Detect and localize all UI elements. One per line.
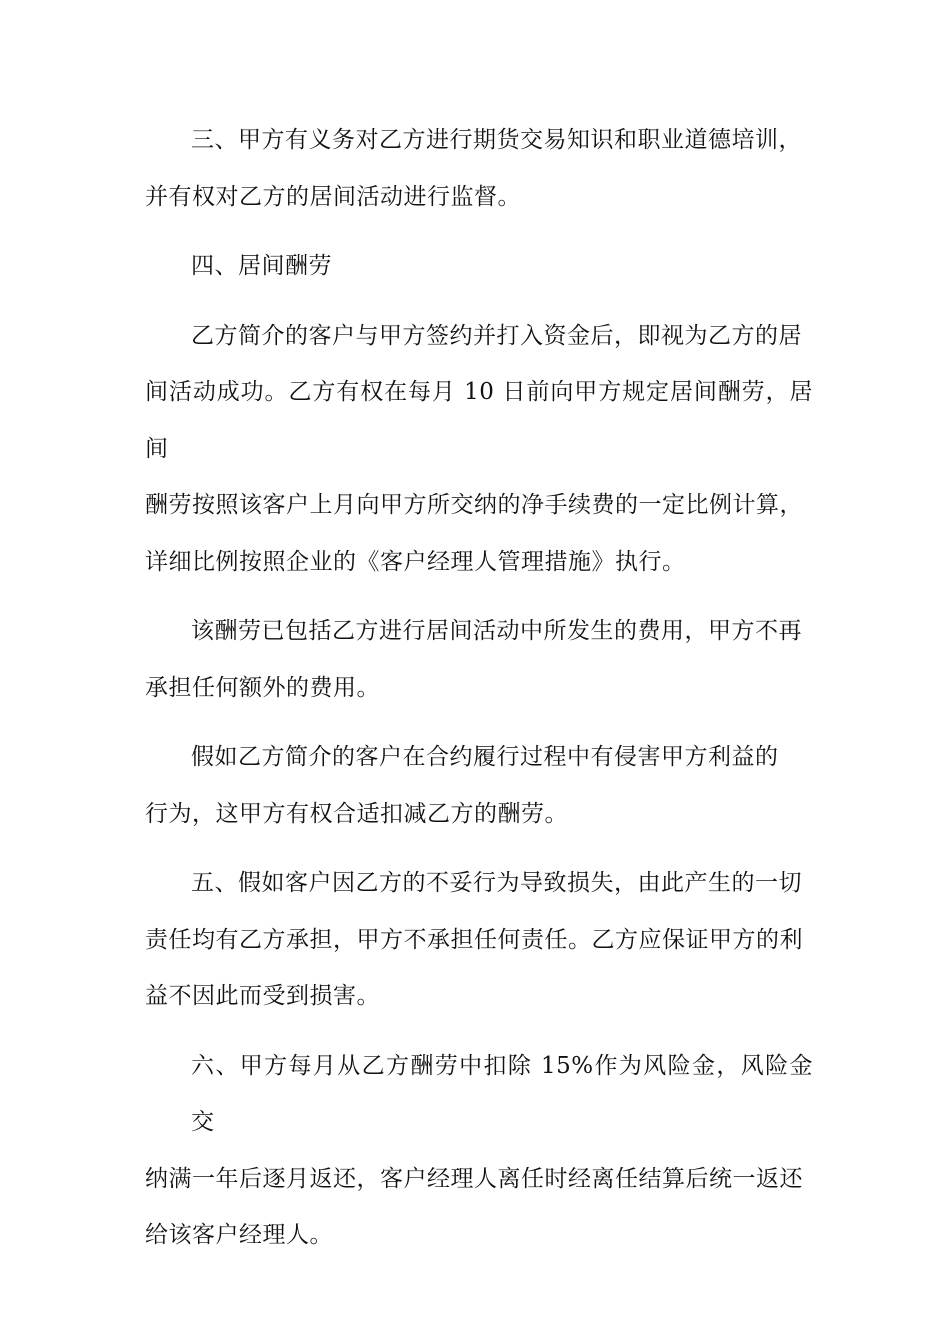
- paragraph-line: 假如乙方简介的客户在合约履行过程中有侵害甲方利益的: [191, 744, 779, 770]
- paragraph-obligation-training: [145, 112, 813, 225]
- heading-line: 四、居间酬劳: [191, 253, 332, 279]
- paragraph-line: 间活动成功。乙方有权在每月 10 日前向甲方规定居间酬劳，居间: [145, 379, 813, 462]
- paragraph-line: 承担任何额外的费用。: [145, 674, 380, 701]
- paragraph-commission-deduction: [145, 729, 813, 842]
- paragraph-line: 六、甲方每月从乙方酬劳中扣除 15%作为风险金，风险金交: [191, 1052, 813, 1135]
- paragraph-line: 五、假如客户因乙方的不妥行为导致损失，由此产生的一切: [191, 870, 802, 896]
- paragraph-line: 益不因此而受到损害。: [145, 983, 380, 1009]
- paragraph-line: 给该客户经理人。: [145, 1222, 333, 1248]
- paragraph-line: 行为，这甲方有权合适扣减乙方的酬劳。: [145, 800, 568, 827]
- paragraph-line: 三、甲方有义务对乙方进行期货交易知识和职业道德培训，: [191, 127, 802, 153]
- paragraph-commission-terms: [145, 308, 813, 591]
- paragraph-risk-deposit: [145, 1038, 813, 1264]
- paragraph-line: 酬劳按照该客户上月向甲方所交纳的净手续费的一定比例计算，: [145, 492, 803, 518]
- paragraph-line: 详细比例按照企业的《客户经理人管理措施》执行。: [145, 548, 686, 575]
- paragraph-line: 责任均有乙方承担，甲方不承担任何责任。乙方应保证甲方的利: [145, 926, 803, 953]
- section-heading-commission: [145, 238, 813, 295]
- paragraph-line: 该酬劳已包括乙方进行居间活动中所发生的费用，甲方不再: [191, 618, 802, 644]
- document-body: [145, 112, 813, 1264]
- paragraph-commission-expenses: [145, 603, 813, 716]
- paragraph-liability: [145, 855, 813, 1025]
- paragraph-line: 并有权对乙方的居间活动进行监督。: [145, 183, 521, 210]
- paragraph-line: 乙方简介的客户与甲方签约并打入资金后，即视为乙方的居: [191, 322, 802, 349]
- paragraph-line: 纳满一年后逐月返还，客户经理人离任时经离任结算后统一返还: [145, 1165, 803, 1192]
